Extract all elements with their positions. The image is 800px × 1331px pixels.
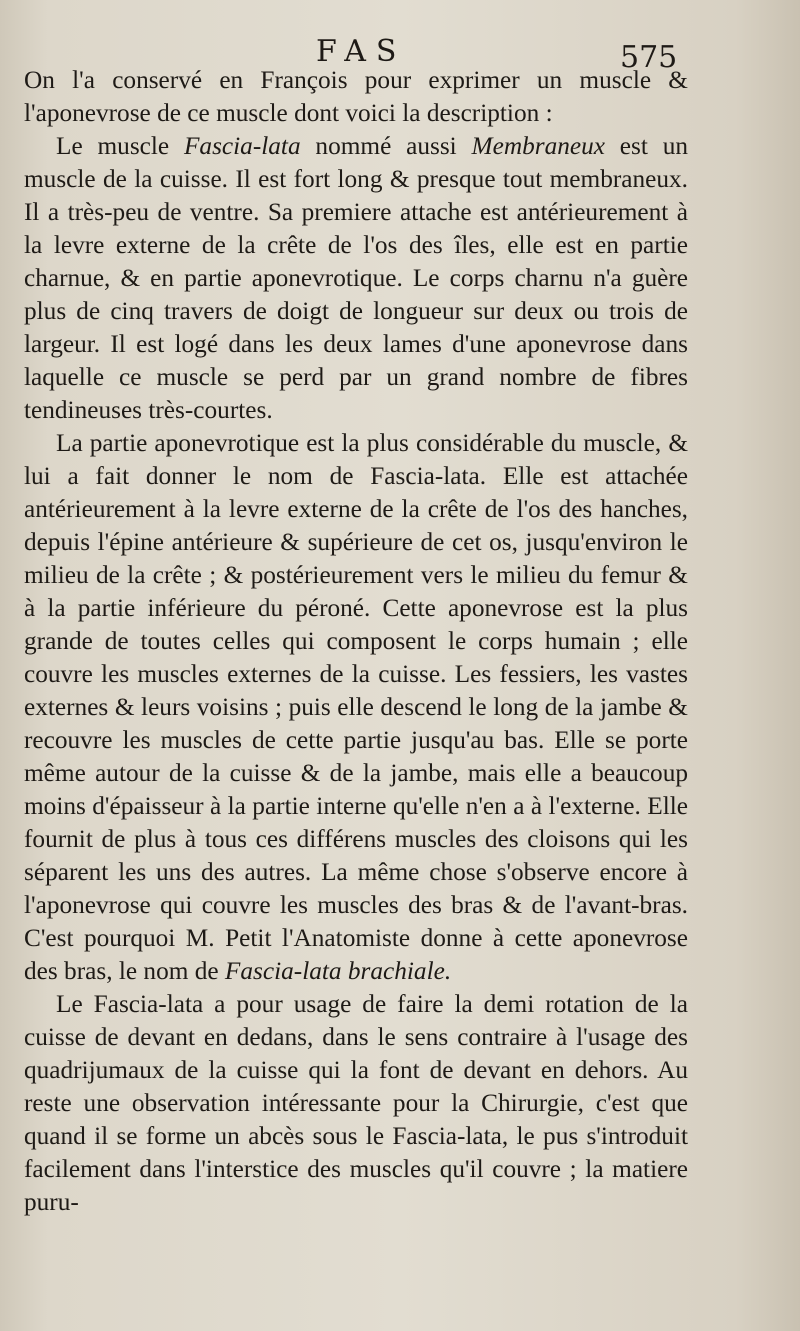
text-run: Le muscle: [56, 132, 184, 160]
page-number: 575: [620, 40, 678, 75]
body-text: [24, 64, 688, 1219]
text-run-italic: Fascia-lata: [183, 132, 301, 160]
text-run: est un muscle de la cuisse. Il est fort long & presque tout membraneux. Il a très-peu de ventre. Sa premiere attache est antérieurement à la levre externe de la crête de l'os des îles, elle est en partie charnue, & en partie aponevrotique. Le corps charnu n'a guère plus de cinq travers de doigt de longueur sur deux ou trois de largeur. Il est logé dans les deux lames d'une aponevrose dans laquelle ce muscle se perd par un grand nombre de fibres tendineuses très-courtes.: [24, 132, 689, 424]
text-run-italic: Membraneux: [471, 132, 605, 160]
paragraph-aponevrose: [24, 427, 688, 988]
text-run: Le Fascia-lata a pour usage de faire la demi rotation de la cuisse de devant en dedans, dans le sens contraire à l'usage des quadrijumaux de la cuisse qui la font de devant en dehors. Au reste une observation intéressante pour la Chirurgie, c'est que quand il se forme un abcès sous le Fascia-lata, le pus s'introduit facilement dans l'interstice des muscles qu'il couvre ; la matiere puru-: [24, 990, 688, 1216]
text-run-italic: Fascia-lata brachiale.: [224, 957, 452, 985]
running-head: FAS: [316, 34, 407, 69]
paragraph-description: [24, 130, 688, 427]
paragraph-usage: [24, 988, 688, 1219]
paragraph-intro: On l'a conservé en François pour exprimer un muscle & l'aponevrose de ce muscle dont voici la description :: [24, 66, 688, 127]
text-run: nommé aussi: [300, 132, 472, 160]
text-run: La partie aponevrotique est la plus considérable du muscle, & lui a fait donner le nom de Fascia-lata. Elle est attachée antérieurement à la levre externe de la crête de l'os des hanches, depuis l'épine antérieure & supérieure de cet os, jusqu'environ le milieu de la crête ; & postérieurement vers le milieu du femur & à la partie inférieure du péroné. Cette aponevrose est la plus grande de toutes celles qui composent le corps humain ; elle couvre les muscles externes de la cuisse. Les fessiers, les vastes externes & leurs voisins ; puis elle descend le long de la jambe & recouvre les muscles de cette partie jusqu'au bas. Elle se porte même autour de la cuisse & de la jambe, mais elle a beaucoup moins d'épaisseur à la partie interne qu'elle n'en a à l'externe. Elle fournit de plus à tous ces différens muscles des cloisons qui les séparent les uns des autres. La même chose s'observe encore à l'aponevrose qui couvre les muscles des bras & de l'avant-bras. C'est pourquoi M. Petit l'Anatomiste donne à cette aponevrose des bras, le nom de: [24, 429, 688, 985]
